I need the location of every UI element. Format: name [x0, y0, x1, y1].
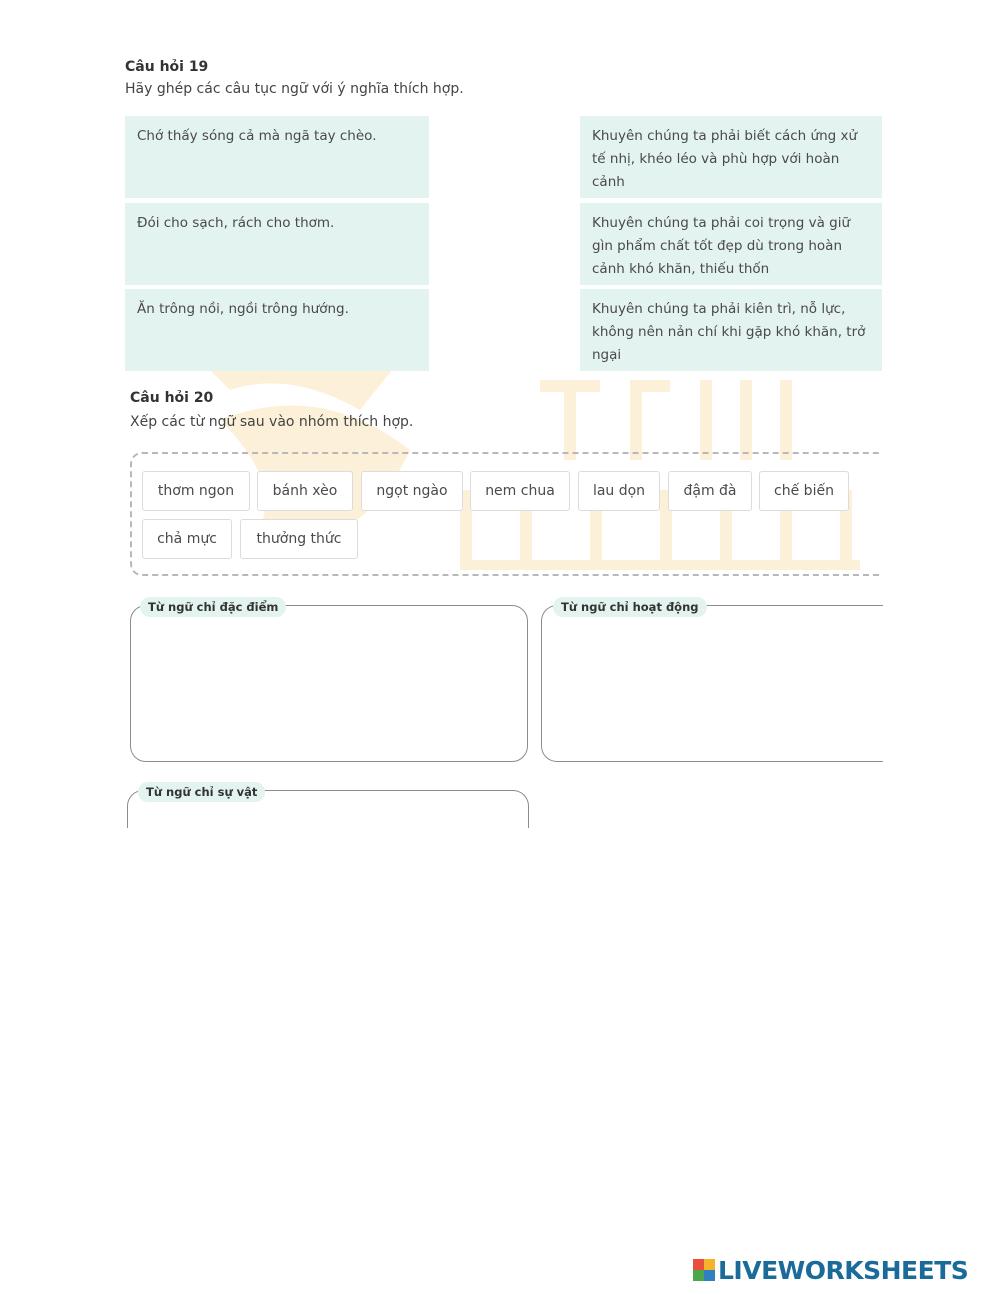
- word-chip[interactable]: lau dọn: [578, 471, 660, 511]
- logo-text: LIVEWORKSHEETS: [718, 1255, 969, 1285]
- crop-mask: [120, 828, 540, 838]
- word-chip[interactable]: chả mực: [142, 519, 232, 559]
- group-su-vat-label: Từ ngữ chỉ sự vật: [138, 782, 265, 802]
- liveworksheets-logo: [693, 1254, 968, 1286]
- word-chip[interactable]: đậm đà: [668, 471, 752, 511]
- group-hoat-dong-label: Từ ngữ chỉ hoạt động: [553, 597, 707, 617]
- q20-instruction: Xếp các từ ngữ sau vào nhóm thích hợp.: [130, 414, 414, 430]
- group-dac-diem-label: Từ ngữ chỉ đặc điểm: [140, 597, 286, 617]
- crop-mask-right: [883, 100, 1000, 800]
- word-chip[interactable]: chế biến: [759, 471, 849, 511]
- word-chip[interactable]: thưởng thức: [240, 519, 358, 559]
- word-chip[interactable]: bánh xèo: [257, 471, 353, 511]
- q19-instruction: Hãy ghép các câu tục ngữ với ý nghĩa thích hợp.: [125, 81, 464, 97]
- group-hoat-dong-dropzone[interactable]: [541, 605, 921, 762]
- q19-right-item[interactable]: Khuyên chúng ta phải biết cách ứng xử tế nhị, khéo léo và phù hợp với hoàn cảnh: [580, 116, 882, 198]
- word-chip[interactable]: ngọt ngào: [361, 471, 463, 511]
- group-dac-diem-dropzone[interactable]: [130, 605, 528, 762]
- q19-left-item[interactable]: Chớ thấy sóng cả mà ngã tay chèo.: [125, 116, 429, 198]
- q19-right-item[interactable]: Khuyên chúng ta phải coi trọng và giữ gìn phẩm chất tốt đẹp dù trong hoàn cảnh khó khăn, thiếu thốn: [580, 203, 882, 285]
- word-chip[interactable]: nem chua: [470, 471, 570, 511]
- q19-title: Câu hỏi 19: [125, 59, 209, 75]
- logo-blocks-icon: [693, 1259, 715, 1281]
- q20-title: Câu hỏi 20: [130, 390, 214, 406]
- q19-left-item[interactable]: Đói cho sạch, rách cho thơm.: [125, 203, 429, 285]
- word-chip[interactable]: thơm ngon: [142, 471, 250, 511]
- q19-left-item[interactable]: Ăn trông nồi, ngồi trông hướng.: [125, 289, 429, 371]
- q19-right-item[interactable]: Khuyên chúng ta phải kiên trì, nỗ lực, không nên nản chí khi gặp khó khăn, trở ngại: [580, 289, 882, 371]
